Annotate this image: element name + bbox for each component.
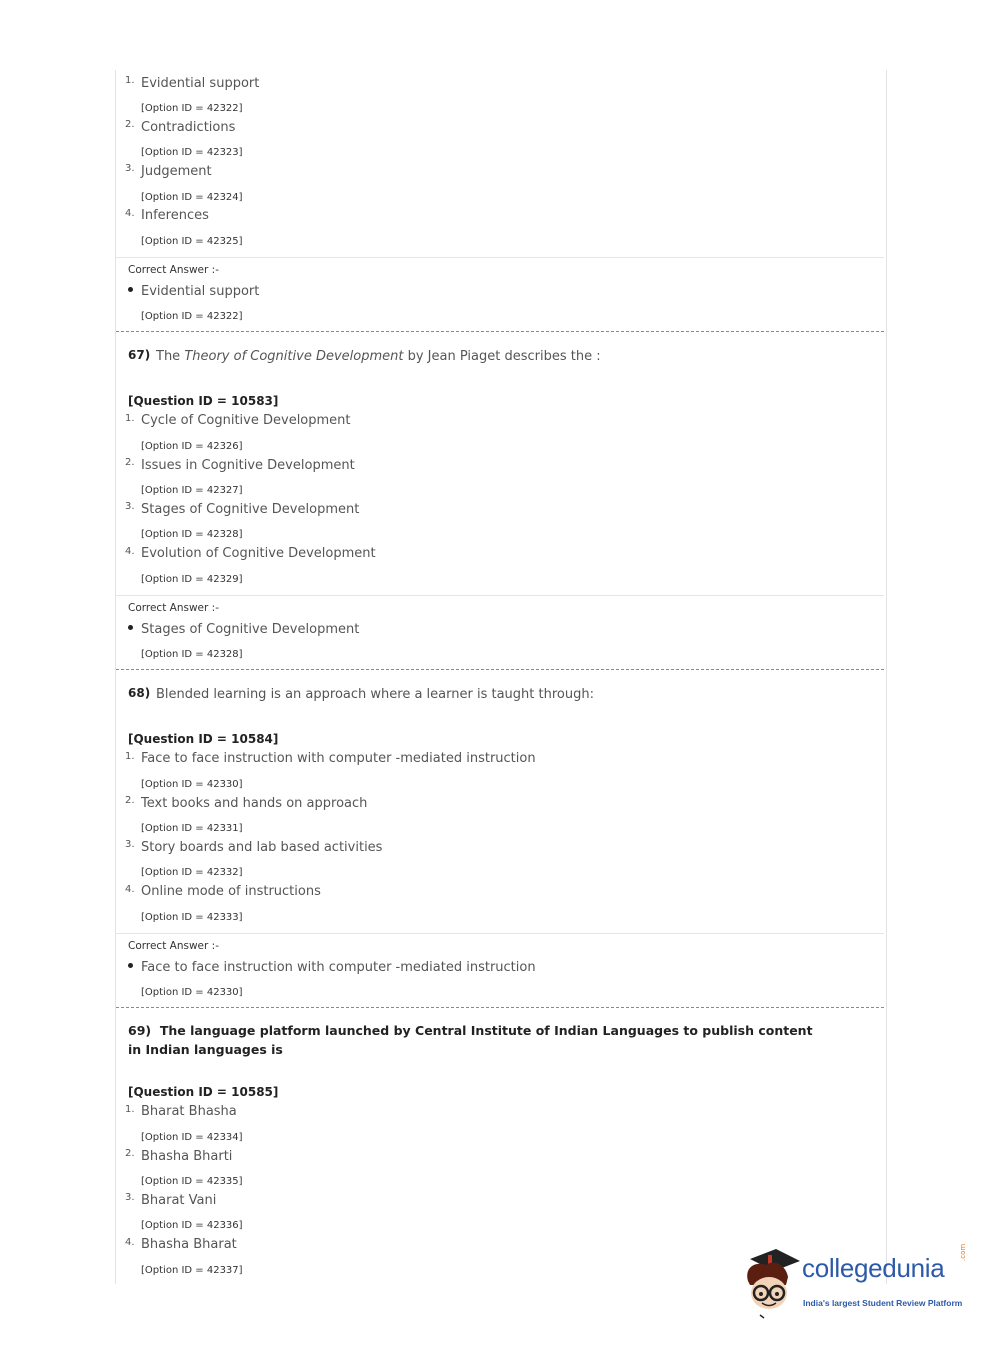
option-number: 2. — [125, 119, 135, 130]
question-id: [Question ID = 10584] — [128, 732, 279, 746]
option-number: 4. — [125, 546, 135, 557]
bullet-icon — [128, 963, 133, 968]
correct-answer-label: Correct Answer :- — [128, 940, 219, 952]
question-separator — [116, 331, 884, 332]
option-text: Issues in Cognitive Development — [141, 458, 355, 473]
option-number: 1. — [125, 75, 135, 86]
option-text: Evolution of Cognitive Development — [141, 546, 376, 561]
option-id: [Option ID = 42330] — [141, 779, 243, 790]
option-number: 3. — [125, 839, 135, 850]
question-text: The language platform launched by Central Institute of Indian Languages to publish content in Indian languages is — [128, 1023, 813, 1057]
answer-text: Stages of Cognitive Development — [141, 622, 360, 637]
question-text: Blended learning is an approach where a learner is taught through: — [156, 687, 594, 702]
option-text: Story boards and lab based activities — [141, 840, 383, 855]
option-text: Judgement — [141, 164, 212, 179]
option-number: 2. — [125, 795, 135, 806]
option-number: 3. — [125, 163, 135, 174]
answer-option-id: [Option ID = 42322] — [141, 311, 243, 322]
option-text: Contradictions — [141, 120, 236, 135]
option-text: Bharat Vani — [141, 1193, 217, 1208]
option-id: [Option ID = 42337] — [141, 1265, 243, 1276]
option-number: 1. — [125, 413, 135, 424]
brand-name: collegedunia — [802, 1253, 945, 1283]
option-text: Evidential support — [141, 76, 260, 91]
question-text-block — [128, 1021, 828, 1059]
correct-answer-label: Correct Answer :- — [128, 602, 219, 614]
question-id: [Question ID = 10585] — [128, 1085, 279, 1099]
question-separator — [116, 669, 884, 670]
correct-answer-label: Correct Answer :- — [128, 264, 219, 276]
option-text: Bharat Bhasha — [141, 1104, 237, 1119]
option-id: [Option ID = 42335] — [141, 1176, 243, 1187]
divider — [116, 933, 884, 934]
question-text-part: The — [156, 349, 185, 364]
mascot-icon — [742, 1247, 804, 1319]
divider — [116, 257, 884, 258]
question-number: 69) — [128, 1023, 152, 1038]
option-id: [Option ID = 42329] — [141, 574, 243, 585]
option-number: 2. — [125, 457, 135, 468]
option-id: [Option ID = 42325] — [141, 236, 243, 247]
option-id: [Option ID = 42332] — [141, 867, 243, 878]
answer-option-id: [Option ID = 42328] — [141, 649, 243, 660]
answer-text: Face to face instruction with computer -mediated instruction — [141, 960, 536, 975]
option-id: [Option ID = 42333] — [141, 912, 243, 923]
option-id: [Option ID = 42323] — [141, 147, 243, 158]
option-number: 1. — [125, 1104, 135, 1115]
option-id: [Option ID = 42322] — [141, 103, 243, 114]
option-number: 2. — [125, 1148, 135, 1159]
answer-option-id: [Option ID = 42330] — [141, 987, 243, 998]
bullet-icon — [128, 625, 133, 630]
question-separator — [116, 1007, 884, 1008]
option-text: Text books and hands on approach — [141, 796, 368, 811]
option-text: Stages of Cognitive Development — [141, 502, 360, 517]
option-id: [Option ID = 42326] — [141, 441, 243, 452]
option-id: [Option ID = 42328] — [141, 529, 243, 540]
question-text-italic: Theory of Cognitive Development — [184, 349, 404, 364]
option-id: [Option ID = 42327] — [141, 485, 243, 496]
option-text: Bhasha Bharat — [141, 1237, 237, 1252]
brand-suffix: .com — [959, 1243, 967, 1261]
brand-tagline: India's largest Student Review Platform — [803, 1298, 963, 1308]
option-text: Face to face instruction with computer -mediated instruction — [141, 751, 536, 766]
option-number: 1. — [125, 751, 135, 762]
option-number: 4. — [125, 1237, 135, 1248]
page-frame — [115, 70, 887, 1284]
option-text: Online mode of instructions — [141, 884, 321, 899]
bullet-icon — [128, 287, 133, 292]
question-text-part: by Jean Piaget describes the : — [403, 349, 601, 364]
option-id: [Option ID = 42334] — [141, 1132, 243, 1143]
option-number: 3. — [125, 1192, 135, 1203]
option-id: [Option ID = 42324] — [141, 192, 243, 203]
divider — [116, 595, 884, 596]
option-text: Cycle of Cognitive Development — [141, 413, 351, 428]
collegedunia-logo[interactable] — [742, 1243, 972, 1319]
question-number: 67) — [128, 348, 151, 362]
question-number: 68) — [128, 686, 151, 700]
option-text: Bhasha Bharti — [141, 1149, 233, 1164]
option-number: 3. — [125, 501, 135, 512]
option-number: 4. — [125, 208, 135, 219]
question-id: [Question ID = 10583] — [128, 394, 279, 408]
answer-text: Evidential support — [141, 284, 260, 299]
option-id: [Option ID = 42336] — [141, 1220, 243, 1231]
option-number: 4. — [125, 884, 135, 895]
question-text — [156, 349, 601, 364]
option-id: [Option ID = 42331] — [141, 823, 243, 834]
option-text: Inferences — [141, 208, 209, 223]
